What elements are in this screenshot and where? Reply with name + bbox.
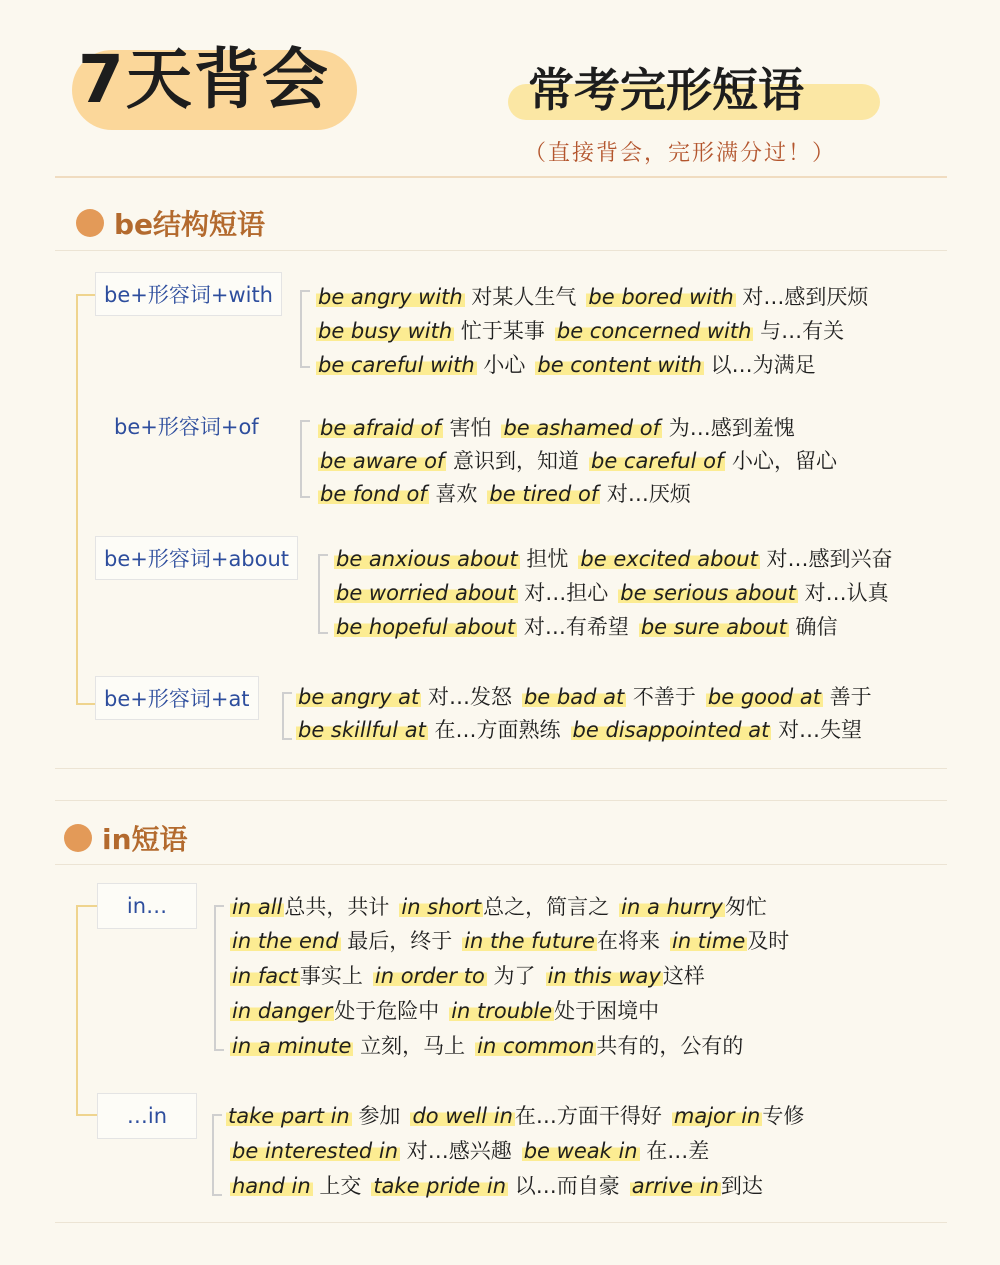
phrase-cn: 及时 <box>747 929 790 953</box>
phrase-cn: 对…感到兴奋 <box>766 547 893 571</box>
page-subtitle <box>528 62 804 118</box>
phrase-cn: 在…差 <box>646 1139 710 1163</box>
page-note: （直接背会，完形满分过！） <box>524 141 837 166</box>
phrase-line <box>230 1031 753 1061</box>
group-bracket <box>214 905 224 1051</box>
phrase-en: be tired of <box>489 482 599 506</box>
phrase-en: in time <box>671 929 746 953</box>
phrase-cn: 总之，简言之 <box>483 895 610 919</box>
phrase-cn: 对…感到厌烦 <box>742 285 869 309</box>
page-title <box>78 40 330 120</box>
group-bracket <box>300 420 310 498</box>
phrase-line <box>316 316 854 346</box>
phrase-en: be disappointed at <box>572 718 770 742</box>
phrase-cn: 确信 <box>795 615 838 639</box>
phrase-cn: 处于危险中 <box>334 999 440 1023</box>
tree-branch <box>76 1114 98 1116</box>
phrase-cn: 在…方面熟练 <box>434 718 561 742</box>
phrase-line <box>230 1136 719 1166</box>
phrase-en: in danger <box>232 999 333 1023</box>
phrase-en: be hopeful about <box>336 615 516 639</box>
section-bullet-icon <box>64 824 92 852</box>
phrase-line <box>230 961 715 991</box>
phrase-en: be busy with <box>318 319 453 343</box>
phrase-line <box>318 413 805 443</box>
section-title: in短语 <box>102 823 188 856</box>
phrase-en: be concerned with <box>556 319 752 343</box>
phrase-line <box>334 544 903 574</box>
phrase-en: in short <box>401 895 482 919</box>
section-divider <box>55 250 947 251</box>
phrase-cn: 匆忙 <box>724 895 767 919</box>
group-bracket <box>212 1114 222 1196</box>
phrase-cn: 小心 <box>483 353 526 377</box>
phrase-en: be afraid of <box>320 416 441 440</box>
phrase-en: take pride in <box>373 1174 507 1198</box>
group-label-be-about: be+形容词+about <box>95 536 298 580</box>
phrase-en: be sure about <box>640 615 787 639</box>
header-divider <box>55 176 947 178</box>
tree-trunk <box>76 294 78 704</box>
section-divider <box>55 800 947 801</box>
phrase-cn: 上交 <box>319 1174 362 1198</box>
phrase-cn: 害怕 <box>449 416 492 440</box>
phrase-line <box>318 479 701 509</box>
phrase-cn: 为…感到羞愧 <box>668 416 795 440</box>
phrase-line <box>334 578 899 608</box>
phrase-cn: 在将来 <box>596 929 660 953</box>
phrase-en: be anxious about <box>336 547 518 571</box>
phrase-line <box>334 612 848 642</box>
phrase-en: in trouble <box>451 999 553 1023</box>
phrase-line <box>230 996 669 1026</box>
phrase-line <box>318 446 847 476</box>
group-label-in-suffix: …in <box>97 1093 197 1139</box>
phrase-cn: 为了 <box>493 964 536 988</box>
phrase-cn: 这样 <box>662 964 705 988</box>
phrase-en: be careful of <box>591 449 724 473</box>
phrase-en: in the end <box>232 929 339 953</box>
phrase-en: be worried about <box>336 581 516 605</box>
phrase-en: be careful with <box>318 353 475 377</box>
phrase-en: in order to <box>374 964 485 988</box>
group-label-be-with: be+形容词+with <box>95 272 282 316</box>
phrase-cn: 最后，终于 <box>347 929 453 953</box>
phrase-cn: 以…而自豪 <box>514 1174 620 1198</box>
phrase-en: hand in <box>232 1174 311 1198</box>
phrase-en: be angry with <box>318 285 463 309</box>
section-divider <box>55 768 947 769</box>
section-bullet-icon <box>76 209 104 237</box>
group-label-be-at: be+形容词+at <box>95 676 259 720</box>
group-bracket <box>300 290 310 368</box>
section-heading-be <box>76 203 265 243</box>
tree-branch <box>76 703 96 705</box>
phrase-cn: 小心，留心 <box>732 449 838 473</box>
phrase-en: be serious about <box>620 581 796 605</box>
phrase-cn: 意识到，知道 <box>453 449 579 473</box>
group-label-in-prefix: in… <box>97 883 197 929</box>
phrase-en: in this way <box>547 964 661 988</box>
group-bracket <box>282 692 292 740</box>
tree-branch <box>76 294 96 296</box>
group-bracket <box>318 554 328 634</box>
phrase-cn: 到达 <box>720 1174 763 1198</box>
section-divider <box>55 864 947 865</box>
phrase-cn: 喜欢 <box>435 482 478 506</box>
phrase-cn: 对…感兴趣 <box>406 1139 512 1163</box>
phrase-en: in the future <box>464 929 595 953</box>
phrase-en: arrive in <box>631 1174 719 1198</box>
phrase-cn: 对某人生气 <box>471 285 577 309</box>
phrase-en: be weak in <box>523 1139 638 1163</box>
phrase-line <box>230 926 799 956</box>
phrase-cn: 与…有关 <box>760 319 845 343</box>
phrase-en: do well in <box>412 1104 513 1128</box>
phrase-cn: 共有的，公有的 <box>596 1034 744 1058</box>
phrase-cn: 对…发怒 <box>427 685 512 709</box>
phrase-en: be fond of <box>320 482 427 506</box>
section-title: be结构短语 <box>114 208 266 241</box>
section-divider <box>55 1222 947 1223</box>
phrase-line <box>230 1171 773 1201</box>
section-heading-in <box>64 818 188 858</box>
phrase-line <box>226 1101 814 1131</box>
phrase-en: major in <box>673 1104 761 1128</box>
phrase-cn: 总共，共计 <box>284 895 390 919</box>
phrase-cn: 对…有希望 <box>523 615 629 639</box>
phrase-en: be bad at <box>523 685 625 709</box>
phrase-cn: 专修 <box>762 1104 805 1128</box>
phrase-cn: 善于 <box>829 685 872 709</box>
phrase-en: be skillful at <box>298 718 426 742</box>
phrase-cn: 对…担心 <box>524 581 609 605</box>
tree-trunk <box>76 905 78 1115</box>
phrase-cn: 参加 <box>358 1104 401 1128</box>
phrase-line <box>316 350 826 380</box>
phrase-cn: 事实上 <box>299 964 363 988</box>
phrase-cn: 对…认真 <box>804 581 889 605</box>
phrase-en: be angry at <box>298 685 420 709</box>
phrase-cn: 担忧 <box>526 547 569 571</box>
phrase-line <box>316 282 878 312</box>
phrase-line <box>296 682 882 712</box>
phrase-en: be excited about <box>580 547 758 571</box>
phrase-en: in common <box>477 1034 595 1058</box>
phrase-en: be ashamed of <box>503 416 661 440</box>
phrase-cn: 对…厌烦 <box>606 482 691 506</box>
phrase-cn: 在…方面干得好 <box>514 1104 662 1128</box>
phrase-line <box>296 715 872 745</box>
phrase-en: in all <box>232 895 283 919</box>
phrase-line <box>230 892 777 922</box>
group-label-be-of: be+形容词+of <box>114 415 259 439</box>
phrase-cn: 处于困境中 <box>554 999 660 1023</box>
page-title-text: 7天背会 <box>78 41 330 118</box>
phrase-en: be interested in <box>232 1139 399 1163</box>
phrase-en: in a hurry <box>621 895 723 919</box>
phrase-en: be aware of <box>320 449 445 473</box>
phrase-cn: 以…为满足 <box>710 353 816 377</box>
page-subtitle-text: 常考完形短语 <box>528 63 804 117</box>
phrase-cn: 立刻，马上 <box>360 1034 466 1058</box>
phrase-en: be bored with <box>588 285 734 309</box>
tree-branch <box>76 905 98 907</box>
phrase-cn: 不善于 <box>632 685 696 709</box>
phrase-en: be good at <box>707 685 821 709</box>
phrase-cn: 对…失望 <box>778 718 863 742</box>
phrase-en: take part in <box>228 1104 350 1128</box>
phrase-en: be content with <box>537 353 702 377</box>
phrase-cn: 忙于某事 <box>460 319 545 343</box>
phrase-en: in fact <box>232 964 298 988</box>
phrase-en: in a minute <box>232 1034 352 1058</box>
